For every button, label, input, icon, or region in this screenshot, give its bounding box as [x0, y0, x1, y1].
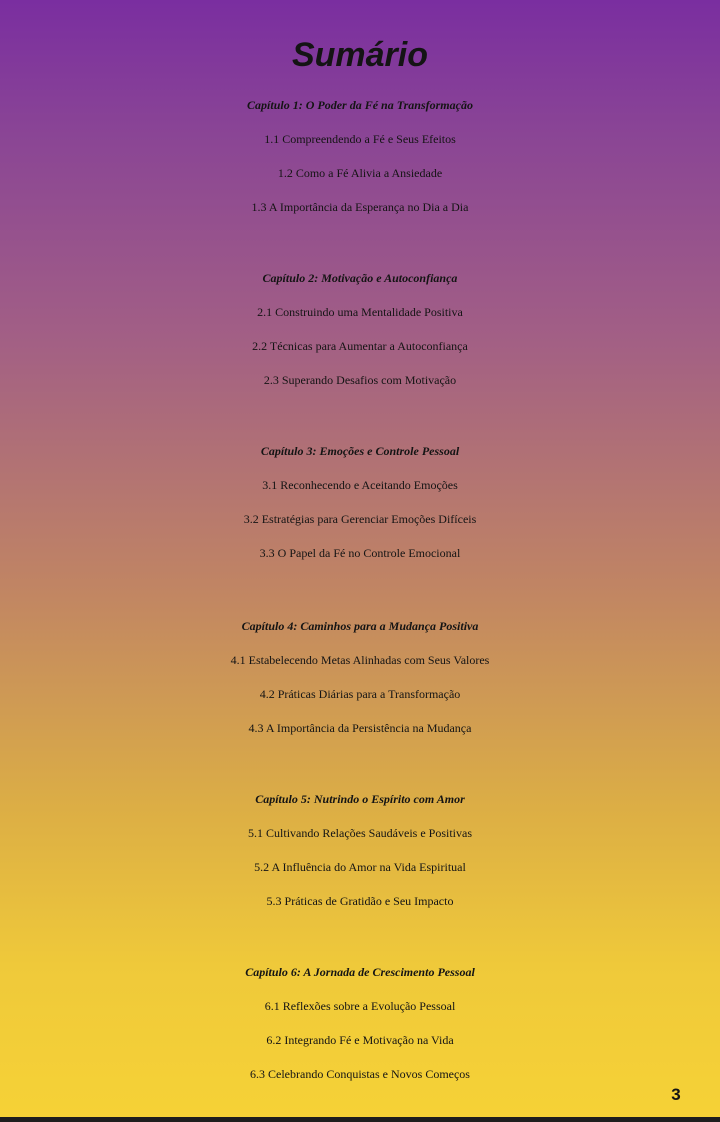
section-item: 6.2 Integrando Fé e Motivação na Vida — [266, 1033, 454, 1047]
section-item: 1.3 A Importância da Esperança no Dia a Dia — [251, 200, 469, 214]
section-item: 4.1 Estabelecendo Metas Alinhadas com Seus Valores — [230, 653, 490, 667]
section-item: 2.2 Técnicas para Aumentar a Autoconfiança — [252, 339, 468, 353]
section-item: 4.3 A Importância da Persistência na Mudança — [248, 721, 472, 735]
section-item: 2.1 Construindo uma Mentalidade Positiva — [257, 305, 463, 319]
section-item: 3.1 Reconhecendo e Aceitando Emoções — [262, 478, 458, 492]
chapter-2 — [0, 261, 720, 397]
chapter-3 — [0, 434, 720, 570]
page-number: 3 — [671, 1085, 681, 1104]
chapter-heading: Capítulo 6: A Jornada de Crescimento Pessoal — [245, 965, 475, 979]
section-item: 6.3 Celebrando Conquistas e Novos Começos — [250, 1067, 470, 1081]
section-item: 3.2 Estratégias para Gerenciar Emoções Difíceis — [243, 512, 477, 526]
chapter-5 — [0, 782, 720, 918]
chapter-heading: Capítulo 1: O Poder da Fé na Transformação — [247, 98, 473, 112]
chapter-4 — [0, 609, 720, 745]
section-item: 4.2 Práticas Diárias para a Transformação — [259, 687, 461, 701]
section-item: 6.1 Reflexões sobre a Evolução Pessoal — [264, 999, 456, 1013]
chapter-1 — [0, 88, 720, 224]
chapter-heading: Capítulo 5: Nutrindo o Espírito com Amor — [255, 792, 465, 806]
section-item: 5.2 A Influência do Amor na Vida Espiritual — [254, 860, 466, 874]
chapter-heading: Capítulo 2: Motivação e Autoconfiança — [262, 271, 458, 285]
chapter-6 — [0, 955, 720, 1091]
chapter-heading: Capítulo 3: Emoções e Controle Pessoal — [260, 444, 460, 458]
section-item: 5.1 Cultivando Relações Saudáveis e Positivas — [248, 826, 472, 840]
page-title: Sumário — [291, 36, 429, 74]
section-item: 5.3 Práticas de Gratidão e Seu Impacto — [266, 894, 454, 908]
section-item: 1.2 Como a Fé Alivia a Ansiedade — [277, 166, 443, 180]
section-item: 1.1 Compreendendo a Fé e Seus Efeitos — [264, 132, 456, 146]
chapter-heading: Capítulo 4: Caminhos para a Mudança Positiva — [241, 619, 479, 633]
section-item: 2.3 Superando Desafios com Motivação — [263, 373, 457, 387]
bottom-divider — [0, 1117, 720, 1122]
section-item: 3.3 O Papel da Fé no Controle Emocional — [259, 546, 461, 560]
